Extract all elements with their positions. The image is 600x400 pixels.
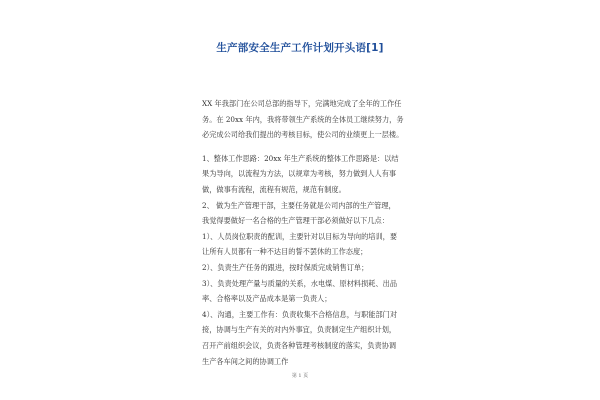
- page-number: 第 1 页: [291, 373, 309, 379]
- body-line: 让所有人员都有一种不达目的誓不罢休的工作态度；: [202, 247, 368, 257]
- body-line: 率、合格率以及产品成本是第一负责人；: [202, 294, 332, 304]
- body-line: 4）、沟通，主要工作有：负责收集不合格信息，与职能部门对: [202, 309, 398, 319]
- document-title: 生产部安全生产工作计划开头语[1]: [216, 42, 384, 54]
- document-body: [202, 96, 416, 369]
- intro-line: 必完成公司给我们提出的考核目标，使公司的业绩更上一层楼。: [202, 130, 404, 140]
- body-line: 果为导向，以流程为方法，以规章为考核，努力做到人人有事: [202, 169, 397, 179]
- intro-line: XX 年我部门在公司总部的指导下，完满地完成了全年的工作任: [202, 99, 402, 108]
- intro-line: 务。在 20xx 年内，我将带领生产系统的全体员工继续努力，务: [202, 114, 404, 124]
- body-line: 接，协调与生产有关的对内外事宜，负责制定生产组织计划，: [202, 325, 397, 335]
- body-line: 生产各车间之间的协调工作: [202, 356, 289, 366]
- body-line: 1、整体工作思路：20xx 年生产系统的整体工作思路是：以结: [202, 153, 399, 163]
- body-line: 3）、负责处理产量与质量的关系，水电煤、原材料损耗、出品: [202, 278, 398, 288]
- body-line: 1）、人员岗位职责的配训，主要针对以目标为导向的培训，要: [202, 231, 398, 241]
- body-line: 召开产前组织会议，负责各种管理考核制度的落实，负责协调: [202, 340, 397, 350]
- paragraph-gap: [202, 143, 416, 151]
- body-line: 2）、负责生产任务的跟进，按时保质完成销售订单；: [202, 262, 369, 272]
- body-line: 做，做事有流程，流程有规范，规范有制度。: [202, 184, 346, 194]
- body-line: 2、 做为生产管理干部，主要任务就是公司内部的生产管理，: [202, 200, 396, 210]
- body-line: 我觉得要做好一名合格的生产管理干部必须做好以下几点：: [202, 216, 389, 226]
